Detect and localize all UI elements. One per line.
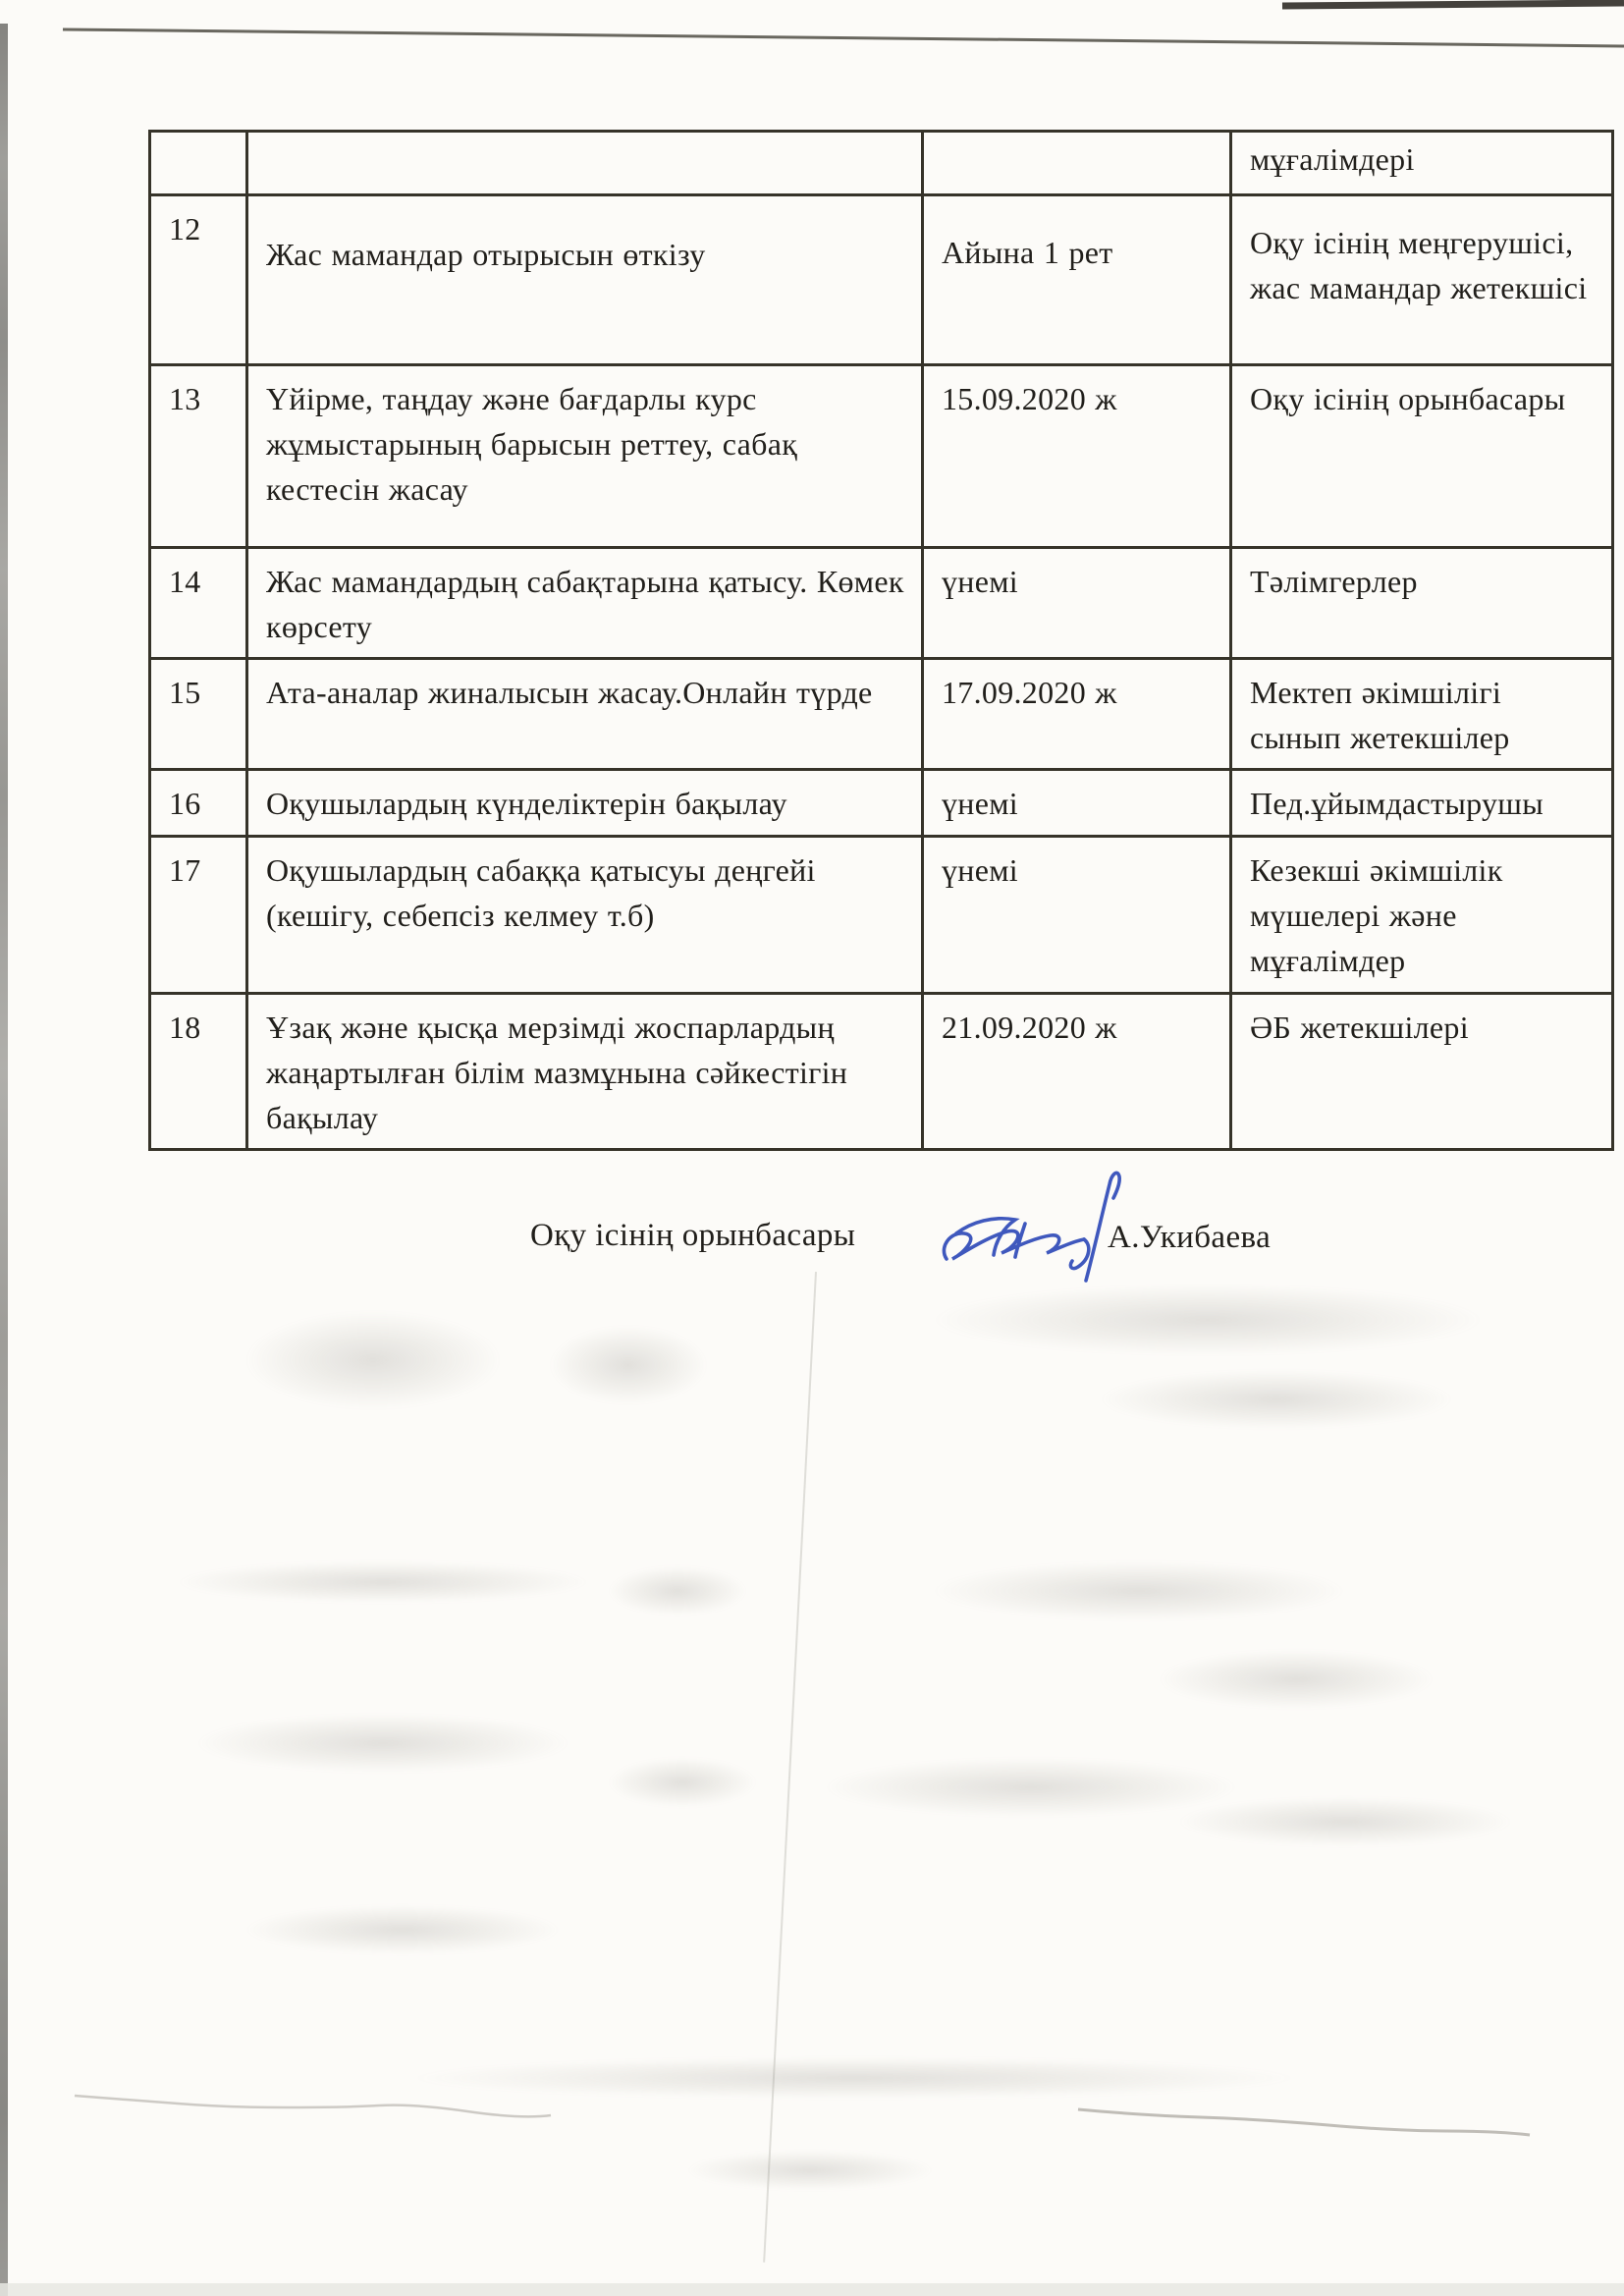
ghost-smudge — [245, 1311, 501, 1409]
cell-task: Үйірме, таңдау және бағдарлы курс жұмыстарының барысын реттеу, сабақ кестесін жасау — [247, 365, 923, 548]
ghost-smudge — [1100, 1370, 1453, 1429]
cell-task — [247, 132, 923, 195]
cell-date: үнемі — [923, 837, 1231, 993]
ghost-smudge — [177, 1561, 589, 1603]
ghost-smudge — [245, 1905, 560, 1954]
cell-date — [923, 132, 1231, 195]
cell-date: 21.09.2020 ж — [923, 993, 1231, 1149]
cell-task: Ата-аналар жиналысын жасау.Онлайн түрде — [247, 659, 923, 770]
ghost-smudge — [687, 2151, 933, 2190]
table-row — [150, 659, 1613, 770]
ghost-smudge — [933, 1285, 1483, 1355]
table-row — [150, 837, 1613, 993]
cell-task: Оқушылардың сабаққа қатысуы деңгейі (кешігу, себепсіз келмеу т.б) — [247, 837, 923, 993]
cell-date: 15.09.2020 ж — [923, 365, 1231, 548]
ghost-smudge — [1178, 1797, 1512, 1846]
cell-num: 13 — [150, 365, 247, 548]
ghost-smudge — [550, 1326, 707, 1404]
scan-skew-line — [63, 29, 1624, 46]
cell-date: 17.09.2020 ж — [923, 659, 1231, 770]
ghost-smudge — [609, 1758, 756, 1807]
paper-crease — [763, 1272, 817, 2263]
scan-top-edge-line — [1282, 3, 1624, 6]
cell-resp: ӘБ жетекшілері — [1231, 993, 1613, 1149]
table-row — [150, 770, 1613, 837]
cell-date: үнемі — [923, 770, 1231, 837]
scan-smudge-left — [75, 2096, 551, 2116]
cell-date: Айына 1 рет — [923, 195, 1231, 365]
scan-edge-strip — [0, 24, 8, 2296]
ghost-smudge — [609, 1566, 746, 1615]
cell-num: 16 — [150, 770, 247, 837]
table-row — [150, 365, 1613, 548]
signature-name: А.Укибаева — [1108, 1220, 1272, 1255]
ghost-smudge — [196, 1714, 569, 1773]
scan-bottom-band — [0, 2283, 1624, 2296]
ghost-smudge — [933, 1561, 1345, 1620]
ghost-smudge — [412, 2057, 1296, 2099]
cell-num: 17 — [150, 837, 247, 993]
cell-num — [150, 132, 247, 195]
cell-num: 18 — [150, 993, 247, 1149]
cell-resp: Оқу ісінің меңгерушісі, жас мамандар жетекшісі — [1231, 195, 1613, 365]
cell-resp: мұғалімдері — [1231, 132, 1613, 195]
signature-title: Оқу ісінің орынбасары — [530, 1218, 856, 1253]
cell-task: Жас мамандар отырысын өткізу — [247, 195, 923, 365]
cell-num: 12 — [150, 195, 247, 365]
cell-resp: Тәлімгерлер — [1231, 548, 1613, 659]
cell-num: 14 — [150, 548, 247, 659]
cell-resp: Пед.ұйымдастырушы — [1231, 770, 1613, 837]
cell-resp: Кезекші әкімшілік мүшелері және мұғалімдер — [1231, 837, 1613, 993]
cell-resp: Мектеп әкімшілігі сынып жетекшілер — [1231, 659, 1613, 770]
cell-resp: Оқу ісінің орынбасары — [1231, 365, 1613, 548]
table-row — [150, 993, 1613, 1149]
cell-num: 15 — [150, 659, 247, 770]
cell-task: Оқушылардың күнделіктерін бақылау — [247, 770, 923, 837]
cell-date: үнемі — [923, 548, 1231, 659]
cell-task: Ұзақ және қысқа мерзімді жоспарлардың жаңартылған білім мазмұнына сәйкестігін бақылау — [247, 993, 923, 1149]
ghost-smudge — [1159, 1650, 1434, 1709]
ghost-smudge — [825, 1758, 1237, 1817]
cell-task: Жас мамандардың сабақтарына қатысу. Көмек көрсету — [247, 548, 923, 659]
table-row-carryover — [150, 132, 1613, 195]
scan-smudge-right — [1078, 2109, 1530, 2135]
table-row — [150, 548, 1613, 659]
plan-table — [148, 130, 1614, 1151]
table-row — [150, 195, 1613, 365]
